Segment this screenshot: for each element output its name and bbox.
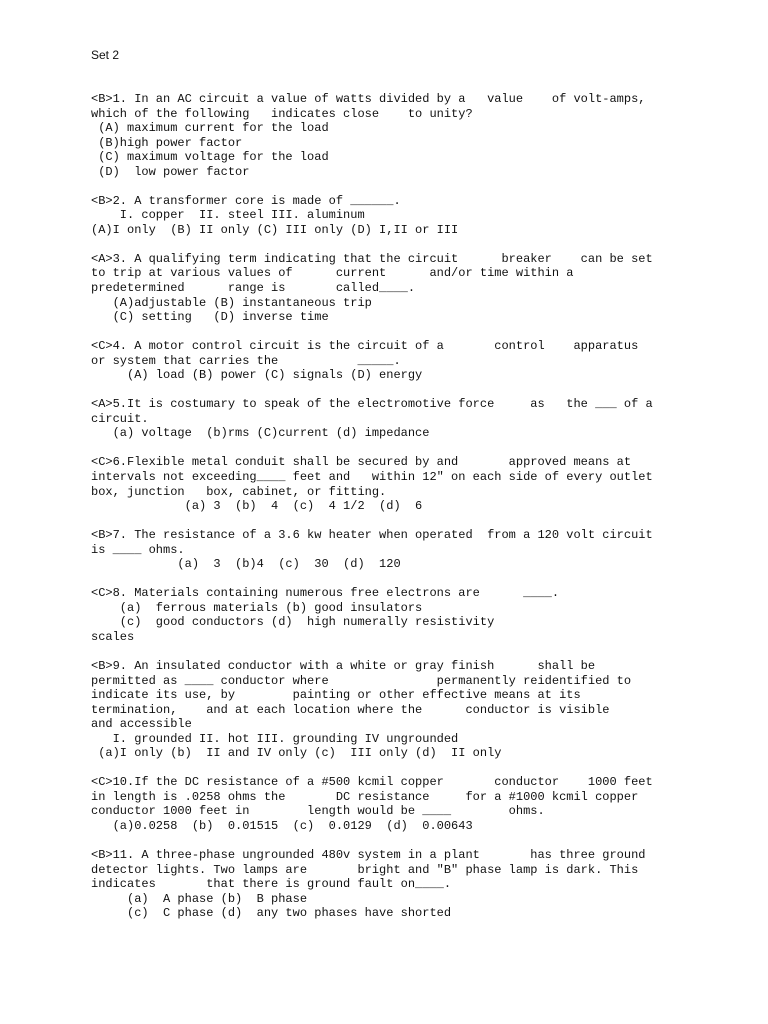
question-4 [91, 339, 691, 383]
question-text-line: predetermined range is called____. [91, 281, 416, 296]
question-text-line: box, junction box, cabinet, or fitting. [91, 484, 387, 499]
question-text-line: (a) voltage (b)rms (C)current (d) impedance [91, 426, 430, 441]
question-text-line: scales [91, 629, 135, 644]
question-1 [91, 92, 691, 179]
question-text-line: to trip at various values of current and/or time within a [91, 266, 574, 281]
question-text-line: (C) maximum voltage for the load [91, 150, 329, 165]
question-5 [91, 397, 691, 441]
question-text-line: (A) maximum current for the load [91, 121, 329, 136]
set-title: Set 2 [91, 48, 120, 62]
question-stem-line: <C>10.If the DC resistance of a #500 kcmil copper conductor 1000 feet [91, 775, 653, 790]
question-text-line: (c) good conductors (d) high numerally resistivity [91, 615, 495, 630]
question-text-line: permitted as ____ conductor where permanently reidentified to [91, 673, 632, 688]
question-2 [91, 194, 691, 238]
question-10 [91, 775, 691, 833]
question-stem-line: <A>3. A qualifying term indicating that the circuit breaker can be set [91, 251, 653, 266]
question-7 [91, 528, 691, 572]
question-stem-line: <B>7. The resistance of a 3.6 kw heater when operated from a 120 volt circuit [91, 528, 653, 543]
question-stem-line: <B>11. A three-phase ungrounded 480v system in a plant has three ground [91, 847, 646, 862]
question-stem-line: <C>6.Flexible metal conduit shall be secured by and approved means at [91, 455, 632, 470]
question-8 [91, 586, 691, 644]
question-text-line: I. grounded II. hot III. grounding IV ungrounded [91, 731, 459, 746]
question-text-line: or system that carries the _____. [91, 353, 401, 368]
question-stem-line: <A>5.It is costumary to speak of the electromotive force as the ___ of a [91, 397, 653, 412]
question-text-line: which of the following indicates close to unity? [91, 106, 473, 121]
question-3 [91, 252, 691, 325]
question-text-line: (A)adjustable (B) instantaneous trip [91, 295, 372, 310]
question-text-line: (a) 3 (b) 4 (c) 4 1/2 (d) 6 [91, 499, 423, 514]
question-11 [91, 848, 691, 921]
question-text-line: intervals not exceeding____ feet and within 12" on each side of every outlet [91, 469, 653, 484]
question-text-line: (c) C phase (d) any two phases have shorted [91, 906, 452, 921]
question-text-line: termination, and at each location where the conductor is visible [91, 702, 610, 717]
question-9 [91, 659, 691, 761]
question-text-line: (B)high power factor [91, 135, 243, 150]
question-text-line: indicate its use, by painting or other effective means at its [91, 688, 581, 703]
question-text-line: (a) ferrous materials (b) good insulators [91, 600, 423, 615]
question-list [91, 92, 691, 935]
question-text-line: detector lights. Two lamps are bright and "B" phase lamp is dark. This [91, 862, 639, 877]
question-text-line: (C) setting (D) inverse time [91, 310, 329, 325]
question-stem-line: <C>8. Materials containing numerous free electrons are ____. [91, 586, 560, 601]
question-stem-line: <B>1. In an AC circuit a value of watts divided by a value of volt-amps, [91, 92, 646, 106]
question-text-line: (A) load (B) power (C) signals (D) energy [91, 368, 423, 383]
question-text-line: in length is .0258 ohms the DC resistance for a #1000 kcmil copper [91, 789, 639, 804]
question-text-line: (a)0.0258 (b) 0.01515 (c) 0.0129 (d) 0.00643 [91, 818, 473, 833]
question-text-line: (a) 3 (b)4 (c) 30 (d) 120 [91, 557, 401, 572]
question-text-line: circuit. [91, 411, 149, 426]
question-text-line: I. copper II. steel III. aluminum [91, 208, 365, 223]
question-text-line: (a) A phase (b) B phase [91, 891, 308, 906]
question-text-line: is ____ ohms. [91, 542, 185, 557]
question-stem-line: <B>2. A transformer core is made of ______. [91, 193, 401, 208]
question-text-line: indicates that there is ground fault on____. [91, 877, 452, 892]
question-6 [91, 455, 691, 513]
question-text-line: conductor 1000 feet in length would be ____ ohms. [91, 804, 545, 819]
question-stem-line: <B>9. An insulated conductor with a white or gray finish shall be [91, 658, 596, 673]
question-text-line: (D) low power factor [91, 164, 250, 179]
question-text-line: (A)I only (B) II only (C) III only (D) I,II or III [91, 222, 459, 237]
question-text-line: and accessible [91, 717, 192, 732]
question-text-line: (a)I only (b) II and IV only (c) III only (d) II only [91, 746, 502, 761]
question-stem-line: <C>4. A motor control circuit is the circuit of a control apparatus [91, 339, 639, 354]
